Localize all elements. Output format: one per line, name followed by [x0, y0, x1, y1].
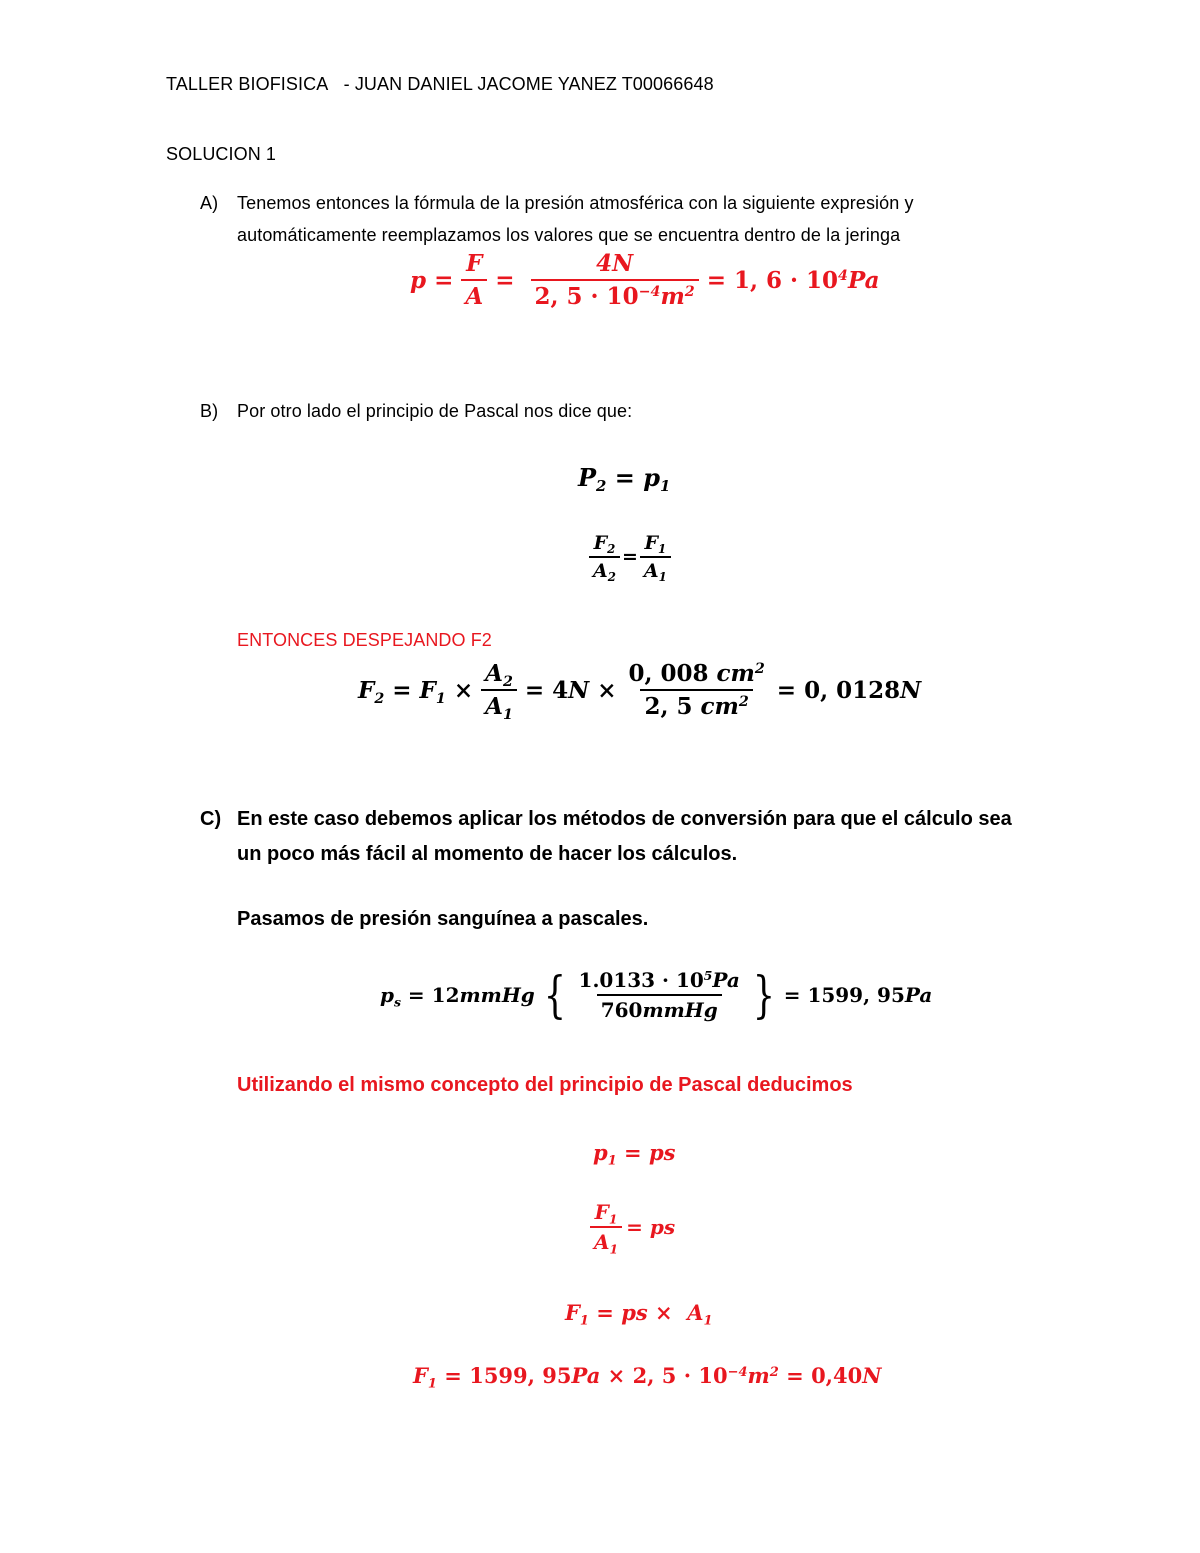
part-c-line1: En este caso debemos aplicar los métodos de conversión para que el cálculo sea [237, 808, 1012, 830]
header-title: TALLER BIOFISICA [166, 74, 329, 94]
blood-pressure-conversion-formula: $p_s$ = 12mmHg { $\frac{1.0133 \cdot 10^5Pa}{\text{760mmHg}}$ } = 1599, 95Pa [380, 966, 933, 1024]
f2-solution-formula: $F_2 = F_1$ × $\frac{A_2}{A_1}$ = 4N × $\frac{0, 008 cm^2}{2, 5 cm^2}$ = 0, 0128N [358, 660, 922, 723]
part-b-red-heading: ENTONCES DESPEJANDO F2 [237, 630, 492, 650]
document-header [166, 74, 714, 95]
part-b-label: B) [200, 401, 219, 421]
pascal-force-area-ratio: $\frac{F_2}{A_2}$ = $\frac{F_1}{A_1}$ [589, 532, 671, 582]
part-a-label: A) [200, 193, 219, 213]
pascal-equality: $P_2 = p_1$ [578, 463, 671, 496]
part-b-line1: Por otro lado el principio de Pascal nos dice que: [237, 401, 633, 421]
part-c-red-heading: Utilizando el mismo concepto del principio de Pascal deducimos [237, 1074, 853, 1096]
pressure-formula: p = $\frac{F}{A}$ = $\frac{4N}{2, 5 \cdot 10^{-4}m^2}$ = 1, $6 \cdot 10^4Pa$ [410, 250, 880, 310]
header-author: - JUAN DANIEL JACOME YANEZ T00066648 [343, 74, 714, 94]
f1-final-result: $F_1 = 1599$, 95Pa × 2, $5 \cdot 10^{-4}m^2 = 0,40N$ [413, 1363, 882, 1392]
part-c-line2: un poco más fácil al momento de hacer los cálculos. [237, 843, 738, 865]
part-c-subheading: Pasamos de presión sanguínea a pascales. [237, 908, 649, 930]
solution-heading: SOLUCION 1 [166, 144, 277, 164]
part-c-label: C) [200, 808, 222, 830]
f1-equals-ps-times-a1: $F_1$ = ps × $A_1$ [565, 1300, 713, 1329]
part-a-line1: Tenemos entonces la fórmula de la presión atmosférica con la siguiente expresión y [237, 193, 914, 213]
f1-over-a1-equals-ps: $\frac{F_1}{A_1}$ = ps [590, 1200, 675, 1254]
part-a-line2: automáticamente reemplazamos los valores que se encuentra dentro de la jeringa [237, 225, 901, 245]
p1-equals-ps: $p_1$ = ps [593, 1140, 676, 1169]
